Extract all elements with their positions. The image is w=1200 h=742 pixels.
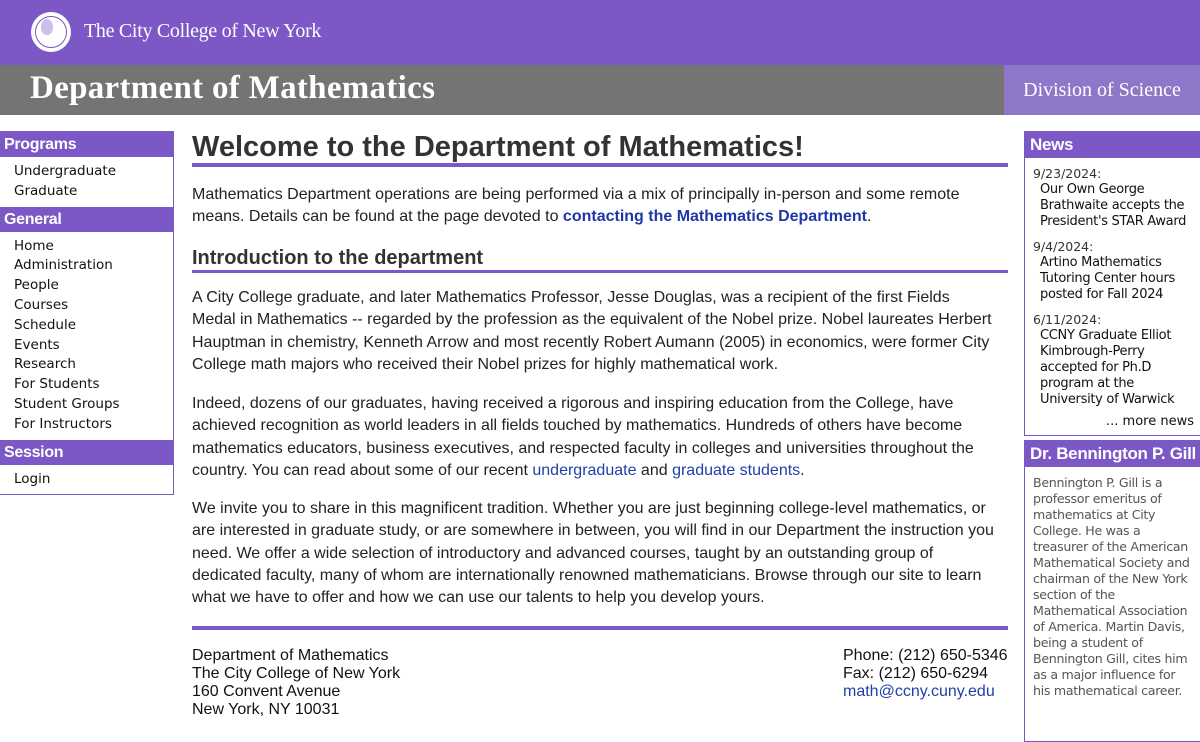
sidebar-item-undergraduate[interactable]: Undergraduate bbox=[14, 163, 117, 179]
footer-address bbox=[192, 647, 400, 719]
sidebar-item-home[interactable]: Home bbox=[14, 237, 54, 254]
phone-number: Phone: (212) 650-5346 bbox=[843, 647, 1008, 664]
intro-paragraph-2 bbox=[192, 393, 992, 482]
graduate-students-link[interactable]: graduate students bbox=[672, 461, 801, 479]
session-list bbox=[0, 465, 173, 495]
college-name-link[interactable]: The City College of New York bbox=[84, 20, 322, 42]
paragraph-2-and: and bbox=[636, 461, 673, 479]
operations-notice bbox=[192, 184, 1002, 229]
paragraph-2-period: . bbox=[800, 461, 805, 479]
intro-paragraph-3: We invite you to share in this magnificent tradition. Whether you are just beginning college-level mathematics, or are interested in graduate study, or are somewhere in between, you will find in our Department the instruction you need. We offer a wide selection of introductory and advanced courses, taught by an outstanding group of dedicated faculty, many of whom are internationally renowned mathematicians. Browse through our site to learn what we have to offer and how we can use our talents to help you develop yours. bbox=[192, 500, 994, 607]
fax-number: Fax: (212) 650-6294 bbox=[843, 665, 988, 682]
contact-department-link[interactable]: contacting the Mathematics Department bbox=[562, 208, 867, 226]
news-heading: News bbox=[1025, 132, 1200, 158]
sidebar-heading-programs: Programs bbox=[0, 132, 173, 157]
sidebar-item-courses[interactable]: Courses bbox=[14, 296, 69, 313]
general-list bbox=[0, 232, 173, 440]
featured-person-heading: Dr. Bennington P. Gill bbox=[1025, 441, 1200, 467]
paragraph-2-text: Indeed, dozens of our graduates, having received a rigorous and inspiring education from the College, have achieved recognition as world leaders in all fields touched by mathematics. Hundreds of others have become mathematics educators, business executives, and respected faculty in colleges and universities throughout the country. You can read about some of our recent bbox=[192, 395, 974, 479]
address-line-1: Department of Mathematics bbox=[192, 647, 389, 664]
right-sidebar bbox=[1024, 131, 1200, 742]
news-item bbox=[1033, 239, 1194, 303]
department-banner bbox=[0, 65, 1200, 115]
news-date: 9/23/2024: bbox=[1033, 166, 1102, 181]
news-item bbox=[1033, 166, 1194, 230]
sidebar-heading-general: General bbox=[0, 207, 173, 232]
operations-text: Mathematics Department operations are being performed via a mix of principally in-person and some remote means. Details can be found at the page devoted to bbox=[192, 186, 960, 226]
sidebar-item-administration[interactable]: Administration bbox=[14, 257, 113, 274]
sidebar-item-student-groups[interactable]: Student Groups bbox=[14, 395, 120, 412]
sidebar-item-research[interactable]: Research bbox=[14, 356, 76, 373]
address-line-4: New York, NY 10031 bbox=[192, 701, 340, 718]
more-news-link[interactable]: ... more news bbox=[1106, 414, 1194, 429]
sidebar-item-events[interactable]: Events bbox=[14, 336, 60, 353]
sidebar-item-schedule[interactable]: Schedule bbox=[14, 316, 77, 333]
news-panel bbox=[1024, 131, 1200, 436]
email-link[interactable]: math@ccny.cuny.edu bbox=[843, 683, 995, 700]
footer-divider bbox=[192, 626, 1008, 630]
operations-period: . bbox=[866, 208, 872, 226]
college-seal-icon[interactable] bbox=[31, 12, 71, 52]
address-line-2: The City College of New York bbox=[192, 665, 401, 682]
news-link[interactable]: Artino Mathematics Tutoring Center hours posted for Fall 2024 bbox=[1040, 255, 1175, 302]
sidebar-item-login[interactable]: Login bbox=[14, 470, 51, 487]
news-list bbox=[1025, 158, 1200, 408]
division-of-science-link[interactable]: Division of Science bbox=[1004, 65, 1200, 115]
featured-person-bio: Bennington P. Gill is a professor emeritus of mathematics at City College. He was a treasurer of the American Mathematical Society and chairman of the New York section of the Mathematical Association of America. Martin Davis, being a student of Bennington Gill, cites him as a major influence for his mathematical career. bbox=[1033, 475, 1190, 698]
undergraduate-link[interactable]: undergraduate bbox=[532, 461, 637, 479]
sidebar-heading-session: Session bbox=[0, 440, 173, 465]
page-title: Welcome to the Department of Mathematics! bbox=[192, 131, 1008, 167]
sidebar-item-for-instructors[interactable]: For Instructors bbox=[14, 415, 112, 432]
section-heading: Introduction to the department bbox=[192, 246, 1008, 273]
footer-contact bbox=[843, 647, 1008, 701]
sidebar-item-graduate[interactable]: Graduate bbox=[14, 182, 78, 199]
news-date: 9/4/2024: bbox=[1033, 239, 1094, 254]
sidebar-item-for-students[interactable]: For Students bbox=[14, 376, 100, 393]
college-banner bbox=[0, 0, 1200, 65]
intro-paragraph-1: A City College graduate, and later Mathematics Professor, Jesse Douglas, was a recipient of the first Fields Medal in Mathematics -- regarded by the profession as the equivalent of the Nobel prize. Nobel laureates Herbert Hauptman in chemistry, Kenneth Arrow and most recently Robert Aumann (2005) in economics, were former City College math majors who received their Nobel prizes for highly mathematical work. bbox=[192, 289, 992, 373]
featured-person-panel bbox=[1024, 440, 1200, 742]
programs-list bbox=[0, 157, 173, 207]
news-link[interactable]: CCNY Graduate Elliot Kimbrough-Perry accepted for Ph.D program at the University of Warwick bbox=[1040, 328, 1175, 407]
news-item bbox=[1033, 312, 1194, 408]
main-content bbox=[192, 131, 1008, 718]
department-title[interactable]: Department of Mathematics bbox=[30, 70, 436, 106]
sidebar-navigation bbox=[0, 131, 174, 495]
sidebar-item-people[interactable]: People bbox=[14, 277, 59, 294]
seal-face bbox=[41, 19, 53, 35]
news-link[interactable]: Our Own George Brathwaite accepts the President's STAR Award bbox=[1040, 182, 1187, 229]
address-line-3: 160 Convent Avenue bbox=[192, 683, 341, 700]
news-date: 6/11/2024: bbox=[1033, 312, 1102, 327]
